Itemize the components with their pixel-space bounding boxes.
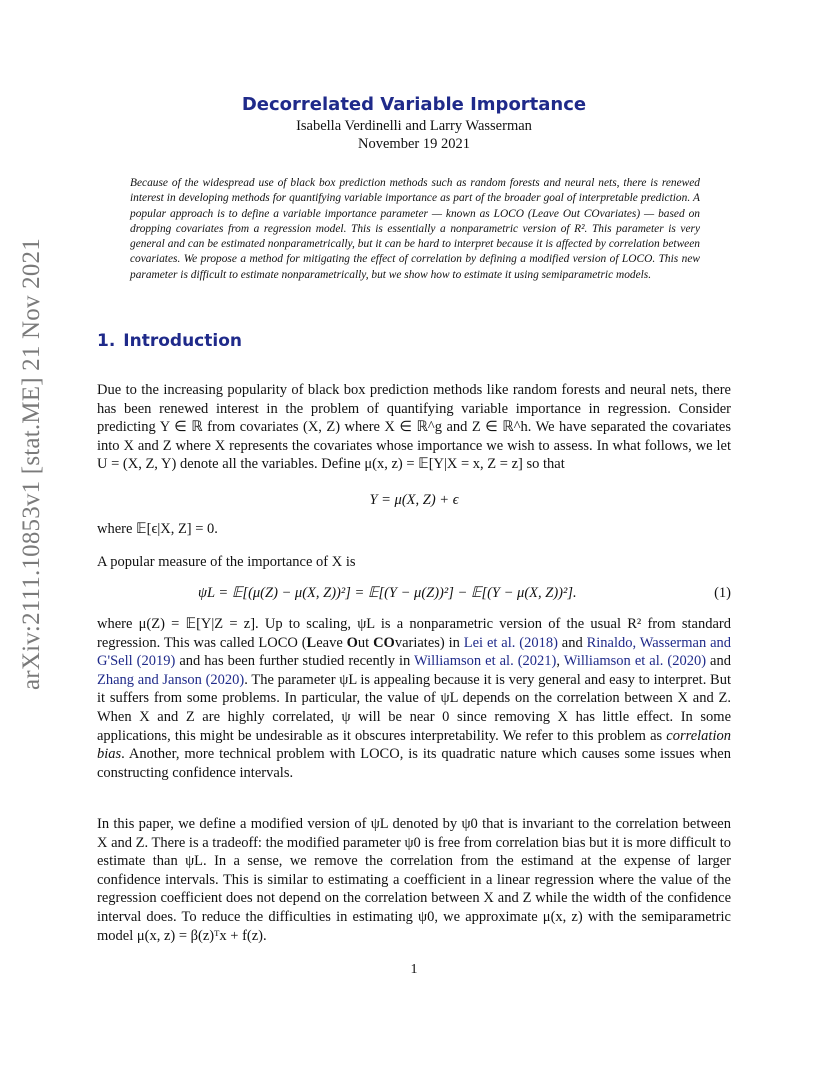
intro-paragraph-3 xyxy=(97,615,731,782)
p3-text: ut xyxy=(357,634,374,651)
p3-text: . Another, more technical problem with LOCO, is its quadratic nature which causes some issues when constructing confidence intervals. xyxy=(97,746,731,781)
abstract: Because of the widespread use of black box prediction methods such as random forests and neural nets, there is renewed interest in developing methods for quantifying variable importance as part of the broader goal of interpretable prediction. A popular approach is to define a variable importance parameter — known as LOCO (Leave Out COvariates) — based on dropping covariates from a regression model. This is essentially a nonparametric version of R². This parameter is very general and can be estimated nonparametrically, but it can be hard to interpret because it is affected by correlation between covariates. We propose a method for mitigating the effect of correlation by defining a modified version of LOCO. This new parameter is difficult to estimate nonparametrically, but we show how to estimate it using semiparametric models. xyxy=(130,177,700,281)
equation-model: Y = μ(X, Z) + ϵ xyxy=(369,492,459,508)
citation-link[interactable]: Lei et al. (2018) xyxy=(463,634,558,651)
p3-text: , xyxy=(556,653,564,670)
section-title: Introduction xyxy=(123,331,242,351)
intro-paragraph-1: Due to the increasing popularity of black box prediction methods like random forests and neural nets, there has been renewed interest in the problem of quantifying variable importance in regression. Consider predicting Y ∈ ℝ from covariates (X, Z) where X ∈ ℝ^g and Z ∈ ℝ^h. We have separated the covariates into X and Z where X represents the covariates whose importance we wish to assess. In what follows, we let U = (X, Z, Y) denote all the variables. Define μ(x, z) = 𝔼[Y|X = x, Z = z] so that xyxy=(97,382,731,473)
p3-text: eave xyxy=(316,634,347,651)
section-number: 1. xyxy=(97,331,116,351)
intro-paragraph-4: In this paper, we define a modified version of ψL denoted by ψ0 that is invariant to the correlation between X and Z. There is a tradeoff: the modified parameter ψ0 is free from correlation bias but it is more difficult to estimate than ψL. In a sense, we remove the correlation from the estimand at the expense of larger confidence intervals. This is similar to estimating a coefficient in a linear regression where the value of the regression coefficient does not depend on the correlation between X and Z while the width of the confidence interval does. To reduce the difficulties in estimating ψ0, we approximate μ(x, z) with the semiparametric model μ(x, z) = β(z)ᵀx + f(z). xyxy=(97,816,731,944)
page-number: 1 xyxy=(410,962,418,977)
where-clause: where 𝔼[ϵ|X, Z] = 0. xyxy=(97,521,218,537)
p3-text: . The parameter ψL is appealing because it is very general and easy to interpret. But it suffers from some problems. In particular, the value of ψL depends on the correlation between X and Z. When X and Z are highly correlated, ψ will be near 0 since removing X has little effect. In some applications, this might be undesirable as it obscures interpretability. We refer to this problem as xyxy=(97,671,732,744)
equation-1-number: (1) xyxy=(714,585,731,601)
p3-text: and has been further studied recently in xyxy=(175,653,415,670)
loco-letters-co: CO xyxy=(373,634,395,651)
arxiv-identifier-stamp: arXiv:2111.10853v1 [stat.ME] 21 Nov 2021 xyxy=(18,238,45,690)
paper-date: November 19 2021 xyxy=(358,136,470,152)
equation-1: ψL = 𝔼[(μ(Z) − μ(X, Z))²] = 𝔼[(Y − μ(Z))²] − 𝔼[(Y − μ(X, Z))²]. xyxy=(198,585,577,601)
popular-measure-sentence: A popular measure of the importance of X is xyxy=(97,554,356,570)
citation-link[interactable]: Williamson et al. (2021) xyxy=(414,653,557,670)
paper-title: Decorrelated Variable Importance xyxy=(241,94,587,115)
p3-text: where μ(Z) = 𝔼[Y|Z = z]. Up to scaling, ψL is a nonparametric version of the usual R² from standard regression. This was called LOCO ( xyxy=(97,616,731,651)
loco-letter-l: L xyxy=(306,634,317,651)
p3-text: variates) in xyxy=(394,634,464,651)
citation-link[interactable]: Williamson et al. (2020) xyxy=(563,653,707,670)
loco-letter-o: O xyxy=(346,634,358,651)
paper-authors: Isabella Verdinelli and Larry Wasserman xyxy=(296,118,532,134)
p3-text: and xyxy=(557,634,587,651)
citation-link[interactable]: Rinaldo, Wasserman and G'Sell (2019) xyxy=(97,634,731,670)
emphasis-correlation-bias: correlation bias xyxy=(97,727,731,763)
p3-text: and xyxy=(706,653,731,670)
section-heading-introduction xyxy=(97,331,242,351)
citation-link[interactable]: Zhang and Janson (2020) xyxy=(97,671,245,688)
